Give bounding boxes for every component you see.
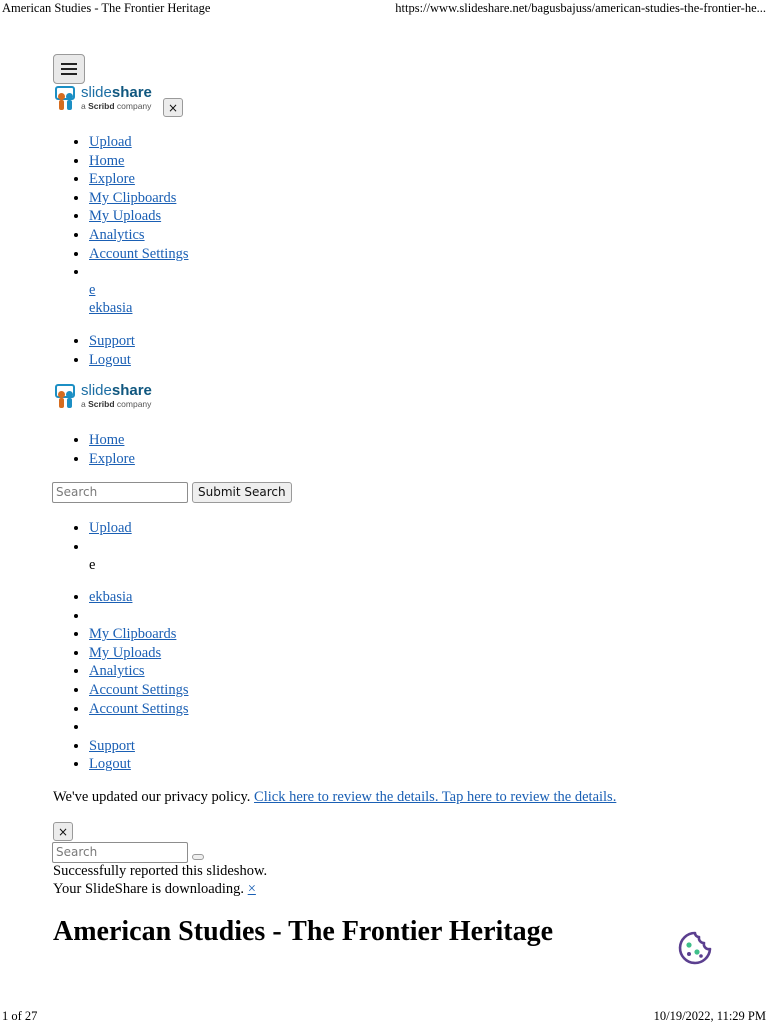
nav-item-home [89, 431, 135, 450]
privacy-notice [53, 789, 616, 806]
logo-name-light: slide [81, 382, 112, 400]
user-nav-item-uploads [89, 644, 188, 663]
logo-sub-prefix: a [81, 101, 89, 112]
main-menu-bottom [52, 332, 135, 369]
user-nav-item-avatar [89, 538, 132, 557]
menu-item-home [89, 152, 188, 171]
menu-item-uploads [89, 207, 188, 226]
nav-item-explore [89, 450, 135, 469]
logo-sub-brand: Scribd [88, 399, 115, 410]
logo-sub-suffix: company [114, 399, 152, 410]
menu-link-uploads[interactable]: My Uploads [89, 208, 162, 225]
logo-sub-suffix: company [114, 101, 152, 112]
logo-name-bold: share [111, 84, 152, 102]
hamburger-icon [61, 63, 77, 75]
menu-user-block[interactable] [89, 281, 132, 317]
menu-link-support[interactable]: Support [89, 333, 135, 349]
user-nav-item-support [89, 737, 188, 756]
menu-link-clipboards[interactable]: My Clipboards [89, 189, 177, 206]
menu-username-link[interactable]: ekbasia [89, 300, 133, 316]
user-nav-item-upload [89, 519, 132, 538]
menu-toggle-button[interactable] [53, 54, 85, 84]
menu-item-explore [89, 170, 188, 189]
slideshare-logo[interactable] [53, 84, 152, 112]
menu-item-account-settings [89, 245, 188, 264]
user-nav-item-username [89, 588, 188, 607]
menu-link-explore[interactable]: Explore [89, 171, 135, 188]
logo-name-light: slide [81, 84, 112, 102]
notice-close-button[interactable]: × [53, 822, 73, 841]
status-messages [53, 862, 267, 898]
search-input-secondary[interactable]: Search [52, 842, 188, 863]
privacy-notice-link[interactable]: Click here to review the details. Tap here to review the details. [254, 789, 617, 805]
user-nav-item-account-settings-2 [89, 700, 188, 719]
menu-link-analytics[interactable]: Analytics [89, 226, 145, 243]
menu-link-account-settings[interactable]: Account Settings [89, 245, 189, 262]
user-nav-item-account-settings [89, 681, 188, 700]
status-dismiss-link[interactable]: × [247, 881, 256, 897]
status-downloading-text: Your SlideShare is downloading. [53, 881, 248, 897]
user-nav-link-username[interactable]: ekbasia [89, 589, 133, 605]
menu-item-analytics [89, 226, 188, 245]
search-input[interactable]: Search [52, 482, 188, 503]
nav-link-explore[interactable]: Explore [89, 450, 135, 467]
slideshare-logo-secondary[interactable] [53, 382, 152, 410]
print-timestamp: 10/19/2022, 11:29 PM [653, 1009, 766, 1023]
user-nav [52, 519, 132, 556]
privacy-notice-text: We've updated our privacy policy. [53, 789, 255, 805]
user-nav-item-analytics [89, 662, 188, 681]
user-nav-item-logout [89, 755, 188, 774]
user-nav-link-logout[interactable]: Logout [89, 756, 131, 773]
user-nav-item-empty [89, 607, 188, 626]
cookie-icon[interactable] [677, 930, 713, 966]
menu-link-logout[interactable]: Logout [89, 351, 131, 368]
user-nav-link-account-settings[interactable]: Account Settings [89, 681, 189, 698]
user-nav-link-clipboards[interactable]: My Clipboards [89, 626, 177, 643]
menu-item-support [89, 332, 135, 351]
user-nav-item-empty-2 [89, 718, 188, 737]
slideshow-title: American Studies - The Frontier Heritage [53, 916, 554, 947]
menu-link-home[interactable]: Home [89, 152, 125, 169]
menu-item-upload [89, 133, 188, 152]
logo-sub-prefix: a [81, 399, 89, 410]
slideshare-logo-icon [53, 382, 79, 410]
user-nav-link-upload[interactable]: Upload [89, 520, 132, 536]
status-reported-text: Successfully reported this slideshow. [53, 863, 268, 879]
page-url: https://www.slideshare.net/bagusbajuss/american-studies-the-frontier-he... [395, 1, 766, 15]
user-nav-link-support[interactable]: Support [89, 737, 135, 754]
menu-item-logout [89, 351, 135, 370]
user-nav-link-account-settings-2[interactable]: Account Settings [89, 700, 189, 717]
search-submit-button-secondary[interactable] [192, 854, 204, 860]
menu-close-button[interactable]: × [163, 98, 183, 117]
logo-sub-brand: Scribd [88, 101, 115, 112]
slideshare-logo-icon [53, 84, 79, 112]
menu-user-initial[interactable]: e [89, 282, 96, 298]
user-nav-link-analytics[interactable]: Analytics [89, 663, 145, 680]
logo-name-bold: share [111, 382, 152, 400]
page-title-header: American Studies - The Frontier Heritage [2, 1, 211, 15]
user-nav-link-uploads[interactable]: My Uploads [89, 644, 162, 661]
primary-nav [52, 431, 135, 468]
submit-search-button[interactable]: Submit Search [192, 482, 292, 503]
menu-item-user [89, 263, 188, 282]
user-nav-menu [52, 588, 188, 774]
menu-item-clipboards [89, 189, 188, 208]
user-nav-item-clipboards [89, 625, 188, 644]
menu-link-upload[interactable]: Upload [89, 134, 132, 150]
user-nav-initial: e [89, 557, 96, 573]
nav-link-home[interactable]: Home [89, 432, 125, 448]
page-indicator: 1 of 27 [2, 1009, 38, 1023]
main-menu [52, 133, 188, 282]
